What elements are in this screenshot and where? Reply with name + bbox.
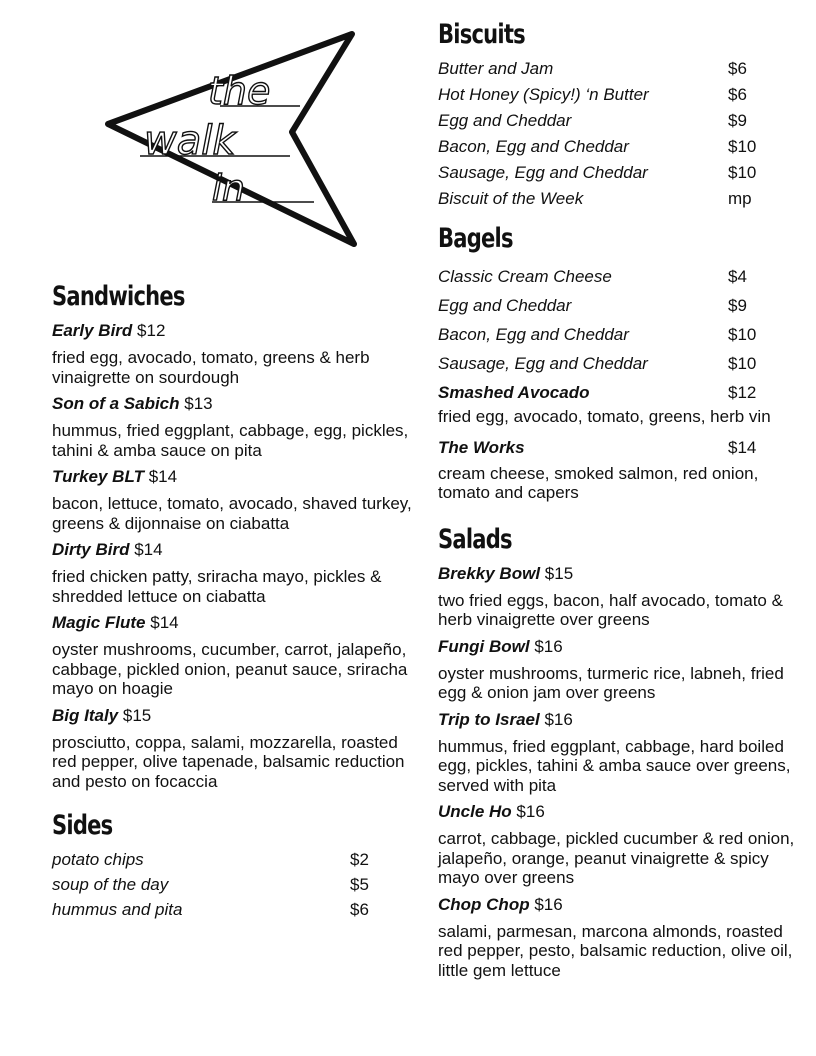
salad-item [438, 636, 798, 703]
item-desc: cream cheese, smoked salmon, red onion, tomato and capers [438, 463, 759, 502]
item-desc: hummus, fried eggplant, cabbage, egg, pickles, tahini & amba sauce on pita [52, 421, 409, 460]
item-name: Magic Flute [52, 613, 146, 632]
bagel-item [438, 320, 798, 349]
sandwich-item [52, 393, 412, 460]
item-price: $12 [728, 383, 757, 402]
sandwiches-heading: Sandwiches [52, 281, 185, 312]
bagel-item [438, 349, 798, 378]
item-name: Butter and Jam [438, 59, 554, 78]
item-desc: hummus, fried eggplant, cabbage, hard boiled egg, pickles, tahini & amba sauce over greens, served with pita [438, 736, 791, 795]
salad-list [438, 563, 798, 981]
item-desc: prosciutto, coppa, salami, mozzarella, roasted red pepper, olive tapenade, balsamic reduction and pesto on focaccia [52, 732, 405, 791]
item-name: Turkey BLT [52, 467, 144, 486]
bagel-list [438, 262, 798, 378]
bagel-special [438, 378, 798, 427]
sandwich-item [52, 705, 412, 792]
item-name: The Works [438, 437, 525, 457]
item-price: $6 [350, 900, 369, 919]
bagel-item [438, 262, 798, 291]
item-desc: fried egg, avocado, tomato, greens & herb vinaigrette on sourdough [52, 348, 370, 387]
left-column [52, 280, 412, 922]
item-name: Hot Honey (Spicy!) ‘n Butter [438, 85, 649, 104]
item-name: Classic Cream Cheese [438, 267, 612, 286]
salad-item [438, 894, 798, 981]
item-price: $2 [350, 850, 369, 869]
sandwich-list [52, 320, 412, 791]
item-price: $10 [728, 325, 757, 344]
item-name: Chop Chop [438, 894, 530, 914]
bagel-item [438, 291, 798, 320]
sandwich-item [52, 612, 412, 699]
item-price: $4 [728, 267, 747, 286]
item-name: Sausage, Egg and Cheddar [438, 163, 648, 182]
item-price: $12 [137, 321, 166, 340]
biscuit-item [438, 134, 798, 160]
bagels-heading: Bagels [438, 223, 513, 254]
item-desc: oyster mushrooms, cucumber, carrot, jalapeño, cabbage, pickled onion, peanut sauce, sriracha mayo on hoagie [52, 640, 408, 698]
item-name: Uncle Ho [438, 802, 512, 821]
item-price: $5 [350, 875, 369, 894]
the-walk-in-logo [100, 28, 366, 250]
item-name: Big Italy [52, 705, 119, 725]
logo-text-in: in [212, 168, 245, 209]
item-price: $15 [122, 705, 152, 725]
item-name: Fungi Bowl [438, 636, 530, 656]
item-desc: fried chicken patty, sriracha mayo, pickles & shredded lettuce on ciabatta [52, 567, 382, 606]
item-name: Biscuit of the Week [438, 189, 584, 208]
salads-heading: Salads [438, 523, 512, 555]
sides-list [52, 847, 372, 922]
sandwich-item [52, 320, 412, 387]
item-name: soup of the day [52, 875, 169, 894]
item-desc: fried egg, avocado, tomato, greens, herb vin [438, 407, 771, 426]
biscuit-item [438, 56, 798, 82]
sandwich-item [52, 466, 412, 533]
salad-item [438, 709, 798, 796]
sandwich-item [52, 539, 412, 606]
side-item [52, 847, 372, 872]
right-column [438, 18, 798, 980]
item-name: Dirty Bird [52, 540, 130, 559]
item-name: Smashed Avocado [438, 383, 590, 402]
item-price: $16 [534, 894, 563, 914]
biscuit-item [438, 186, 798, 212]
item-desc: salami, parmesan, marcona almonds, roasted red pepper, pesto, balsamic reduction, olive oil, little gem lettuce [438, 921, 793, 980]
item-price: $10 [728, 137, 757, 156]
item-price: $14 [134, 540, 163, 559]
biscuit-item [438, 160, 798, 186]
item-price: $14 [150, 613, 179, 632]
salad-item [438, 801, 798, 888]
item-price: $16 [516, 802, 545, 821]
biscuit-item [438, 108, 798, 134]
item-price: $6 [728, 85, 747, 104]
item-price: $9 [728, 111, 747, 130]
item-price: $16 [544, 709, 573, 729]
biscuit-item [438, 82, 798, 108]
item-price: $6 [728, 59, 747, 78]
side-item [52, 897, 372, 922]
bagel-special [438, 433, 798, 503]
item-name: Early Bird [52, 321, 133, 340]
item-name: Egg and Cheddar [438, 296, 572, 315]
item-name: Sausage, Egg and Cheddar [438, 354, 648, 373]
item-desc: bacon, lettuce, tomato, avocado, shaved turkey, greens & dijonnaise on ciabatta [52, 494, 412, 533]
salad-item [438, 563, 798, 630]
item-desc: carrot, cabbage, pickled cucumber & red onion, jalapeño, orange, peanut vinaigrette & spicy mayo over greens [438, 829, 795, 887]
side-item [52, 872, 372, 897]
item-desc: oyster mushrooms, turmeric rice, labneh, fried egg & onion jam over greens [438, 663, 784, 702]
item-price: mp [728, 189, 752, 208]
item-name: Brekky Bowl [438, 563, 541, 583]
item-price: $14 [728, 437, 757, 457]
item-name: Trip to Israel [438, 709, 540, 729]
logo-text-the: the [208, 69, 271, 113]
item-name: Egg and Cheddar [438, 111, 572, 130]
item-price: $10 [728, 354, 757, 373]
item-price: $9 [728, 296, 747, 315]
biscuits-heading: Biscuits [438, 19, 525, 50]
item-name: Bacon, Egg and Cheddar [438, 137, 629, 156]
logo-text-walk: walk [144, 118, 236, 164]
item-price: $13 [184, 394, 213, 413]
item-price: $10 [728, 163, 757, 182]
item-desc: two fried eggs, bacon, half avocado, tomato & herb vinaigrette over greens [438, 590, 783, 629]
item-price: $16 [534, 636, 563, 656]
item-price: $14 [148, 467, 178, 486]
item-name: hummus and pita [52, 900, 183, 919]
item-name: Bacon, Egg and Cheddar [438, 325, 629, 344]
item-name: Son of a Sabich [52, 394, 180, 413]
item-name: potato chips [52, 850, 144, 869]
sides-heading: Sides [52, 810, 113, 841]
biscuit-list [438, 56, 798, 212]
item-price: $15 [544, 563, 574, 583]
